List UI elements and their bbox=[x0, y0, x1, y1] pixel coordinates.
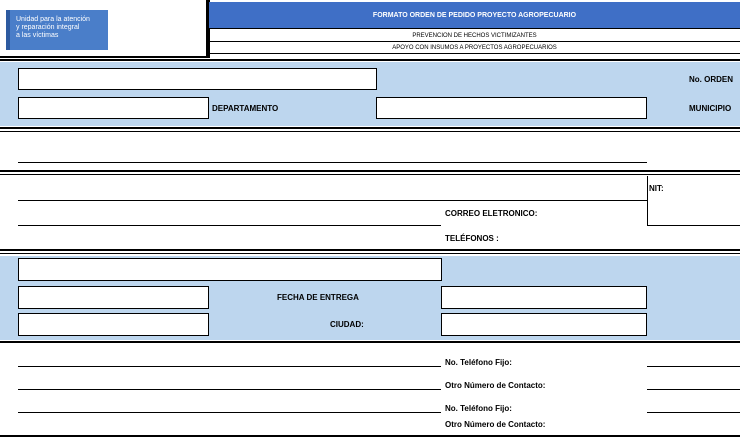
other-contact-label-1: Otro Número de Contacto: bbox=[445, 381, 546, 390]
delivery-address-field[interactable] bbox=[18, 258, 442, 281]
order-number-label: No. ORDEN bbox=[689, 75, 733, 84]
delivery-date-field[interactable] bbox=[441, 286, 647, 309]
section-divider bbox=[0, 127, 740, 129]
landline-label-2: No. Teléfono Fijo: bbox=[445, 404, 512, 413]
delivery-date-label: FECHA DE ENTREGA bbox=[277, 293, 359, 302]
section-divider bbox=[0, 174, 740, 175]
section-divider bbox=[0, 170, 740, 172]
contact-name-line-2[interactable] bbox=[18, 412, 441, 413]
other-contact-label-2: Otro Número de Contacto: bbox=[445, 420, 546, 429]
department-field[interactable] bbox=[18, 97, 209, 119]
beneficiary-line[interactable] bbox=[18, 162, 647, 163]
email-label: CORREO ELETRONICO: bbox=[445, 209, 538, 218]
contact-id-line-1[interactable] bbox=[18, 389, 441, 390]
form-subtitle-2: APOYO CON INSUMOS A PROYECTOS AGROPECUARIOS bbox=[209, 42, 740, 54]
landline-line-2[interactable] bbox=[647, 412, 740, 413]
form-title: FORMATO ORDEN DE PEDIDO PROYECTO AGROPECUARIO bbox=[209, 2, 740, 29]
section-divider bbox=[0, 249, 740, 251]
logo-text-line-2: y reparación integral bbox=[16, 24, 80, 31]
supplier-name-line[interactable] bbox=[18, 200, 647, 201]
landline-line-1[interactable] bbox=[647, 366, 740, 367]
city-left-field[interactable] bbox=[18, 313, 209, 336]
unidad-victimas-logo bbox=[6, 10, 108, 50]
nit-divider bbox=[647, 176, 648, 226]
logo-text-line-3: a las víctimas bbox=[16, 32, 59, 39]
form-subtitle-1: PREVENCION DE HECHOS VICTIMIZANTES bbox=[209, 30, 740, 42]
city-field[interactable] bbox=[441, 313, 647, 336]
city-label: CIUDAD: bbox=[330, 320, 364, 329]
supplier-address-line[interactable] bbox=[18, 225, 441, 226]
section-divider bbox=[0, 341, 740, 343]
section-divider bbox=[0, 131, 740, 132]
form-name-field[interactable] bbox=[18, 68, 377, 90]
nit-label: NIT: bbox=[649, 184, 664, 193]
delivery-left-field[interactable] bbox=[18, 286, 209, 309]
section-divider bbox=[0, 59, 740, 61]
phones-label: TELÉFONOS : bbox=[445, 234, 499, 243]
logo-area bbox=[0, 0, 208, 58]
contact-name-line-1[interactable] bbox=[18, 366, 441, 367]
section-divider bbox=[0, 253, 740, 254]
department-label: DEPARTAMENTO bbox=[212, 104, 279, 113]
logo-text-line-1: Unidad para la atención bbox=[16, 16, 90, 23]
municipality-field[interactable] bbox=[376, 97, 647, 119]
section-divider bbox=[0, 435, 740, 437]
landline-label-1: No. Teléfono Fijo: bbox=[445, 358, 512, 367]
email-line[interactable] bbox=[647, 225, 740, 226]
other-contact-line-1[interactable] bbox=[647, 389, 740, 390]
municipality-label: MUNICIPIO bbox=[689, 104, 732, 113]
